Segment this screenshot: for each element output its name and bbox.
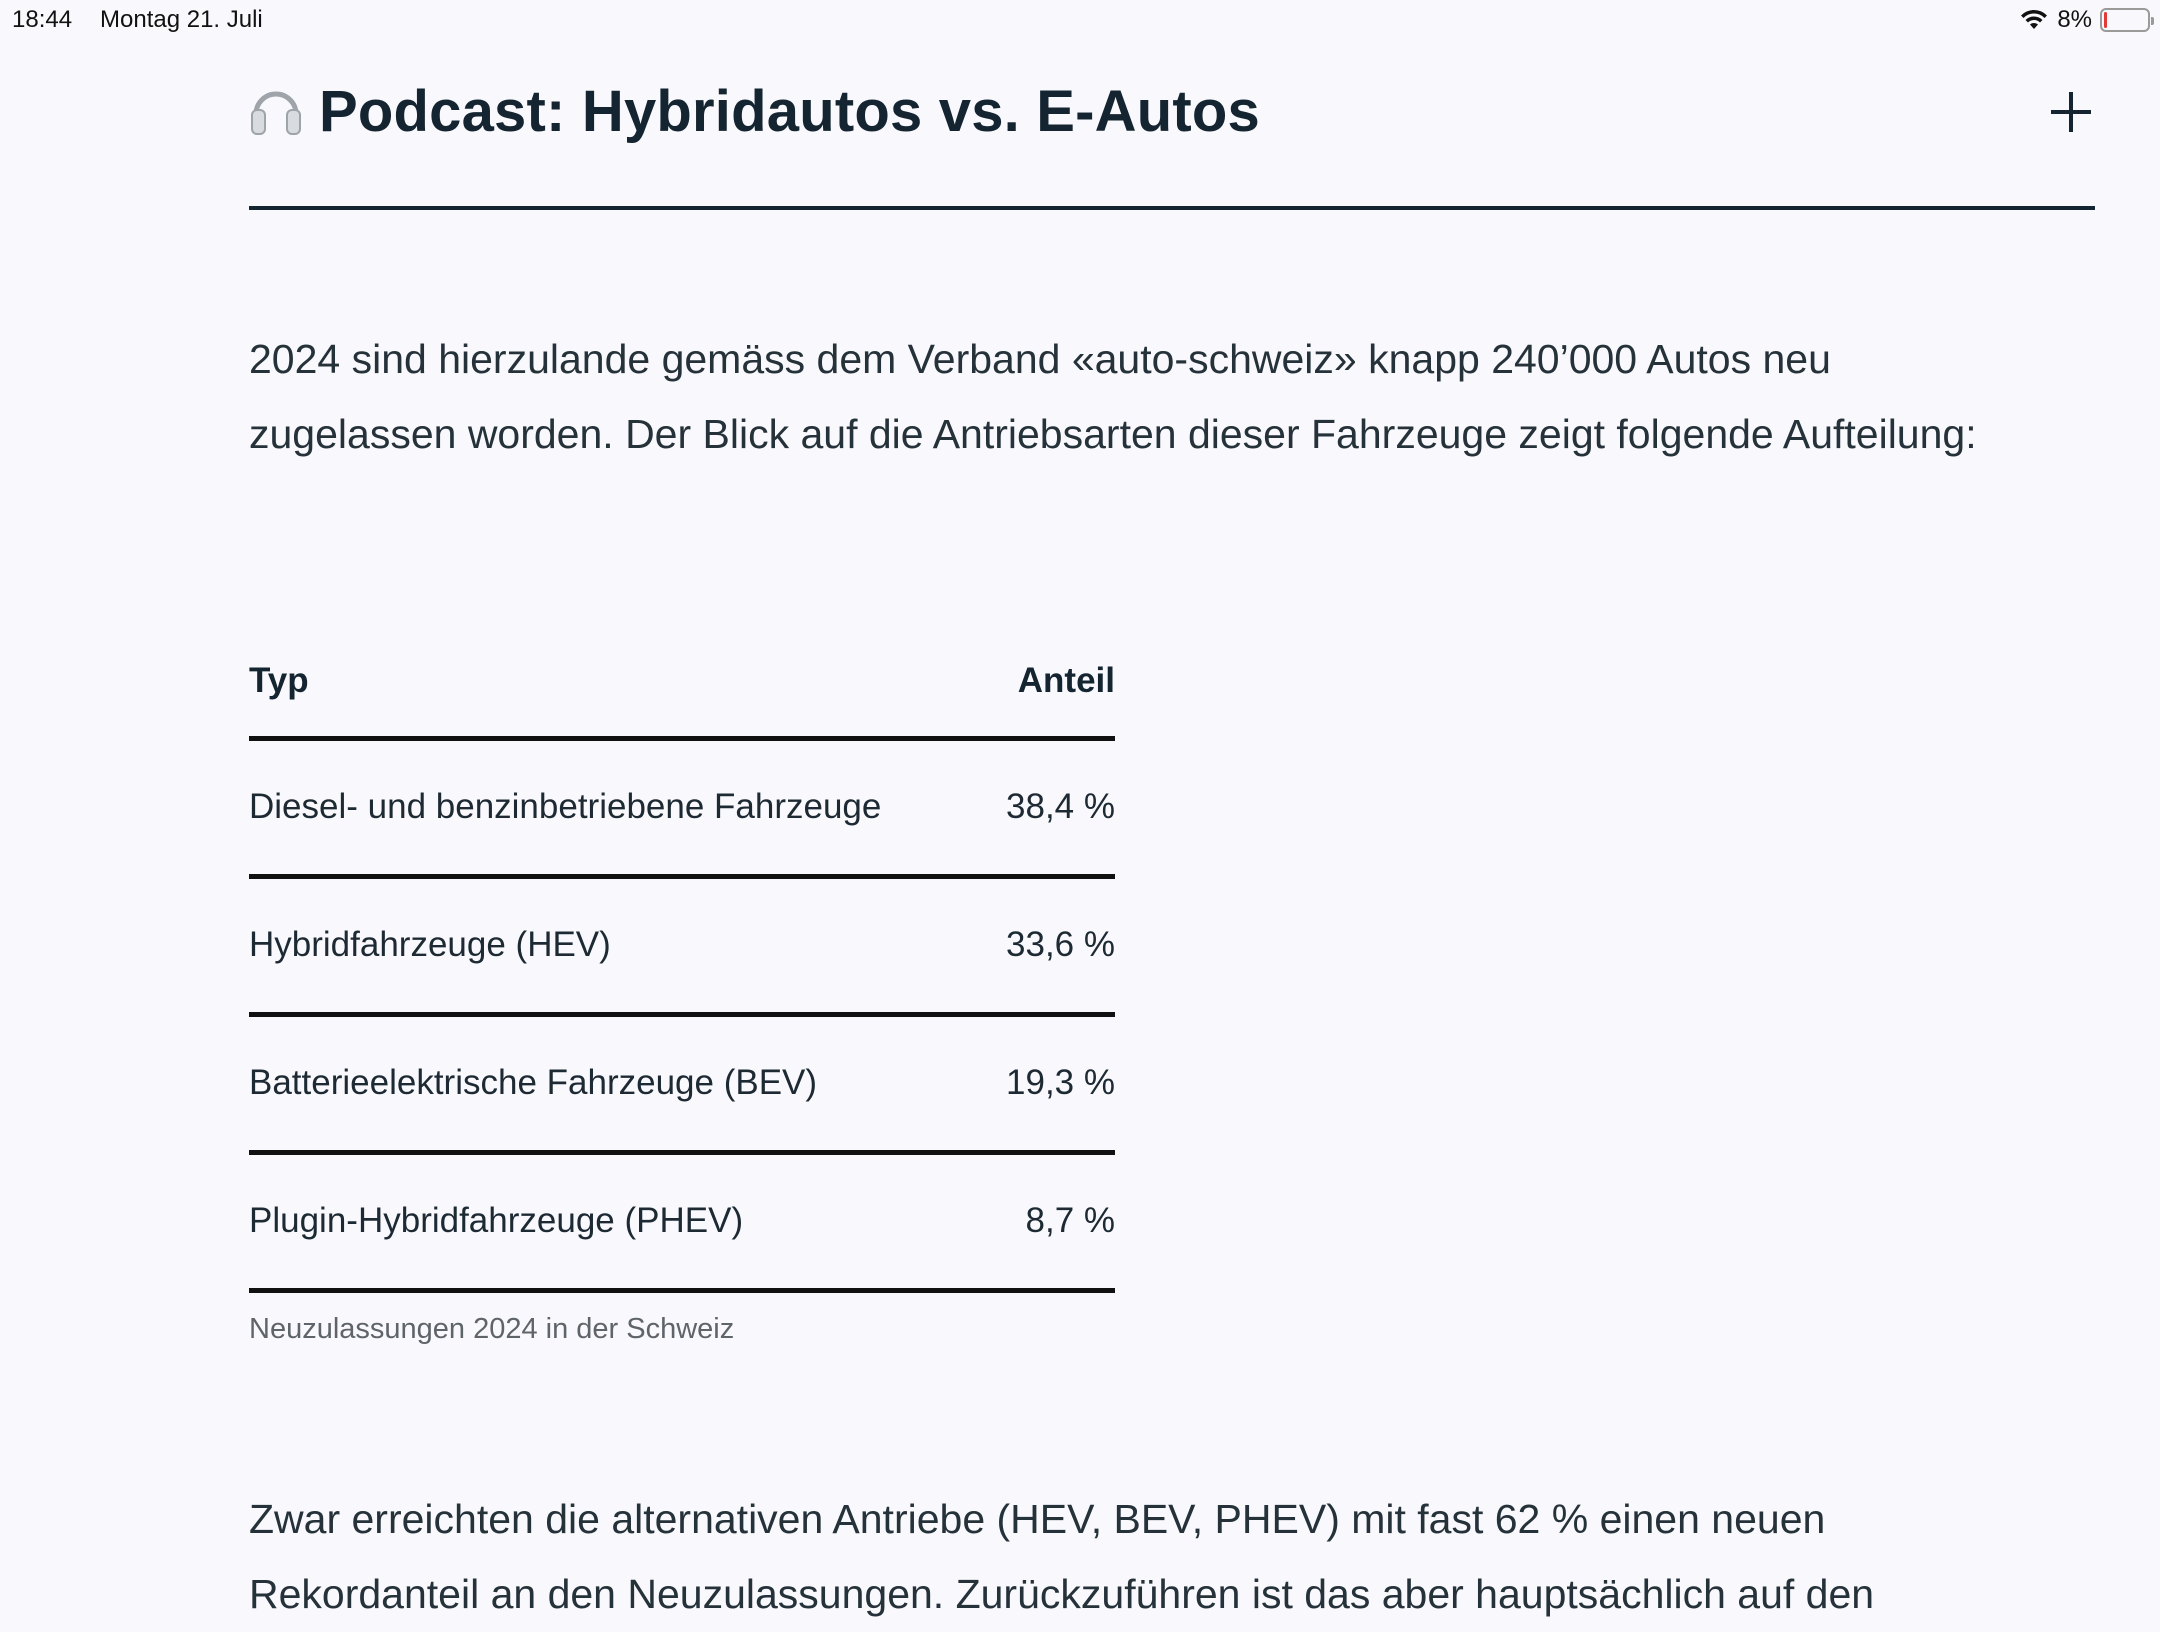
header-share: Anteil (988, 630, 1115, 738)
wifi-icon (2019, 9, 2049, 31)
table-row (249, 1152, 1115, 1290)
headphones-icon (249, 82, 303, 138)
battery-icon (2100, 8, 2150, 32)
intro-paragraph: 2024 sind hierzulande gemäss dem Verband «auto-schweiz» knapp 240’000 Autos neu zugelassen worden. Der Blick auf die Antriebsarten dieser Fahrzeuge zeigt folgende Aufteilung: (249, 336, 1977, 457)
row-type: Plugin-Hybridfahrzeuge (PHEV) (249, 1152, 988, 1290)
page-title: Podcast: Hybridautos vs. E-Autos (319, 79, 1260, 144)
status-right (2019, 6, 2150, 34)
table-row (249, 876, 1115, 1014)
status-time: 18:44 (12, 6, 73, 33)
registrations-table (249, 630, 1115, 1346)
row-share: 38,4 % (988, 738, 1115, 876)
battery-fill (2104, 12, 2107, 28)
table-row (249, 738, 1115, 876)
share-table (249, 630, 1115, 1293)
podcast-header (249, 70, 2095, 210)
row-share: 33,6 % (988, 876, 1115, 1014)
table-caption: Neuzulassungen 2024 in der Schweiz (249, 1312, 735, 1345)
row-share: 8,7 % (988, 1152, 1115, 1290)
row-share: 19,3 % (988, 1014, 1115, 1152)
table-header-row (249, 630, 1115, 738)
row-type: Batterieelektrische Fahrzeuge (BEV) (249, 1014, 988, 1152)
row-type: Hybridfahrzeuge (HEV) (249, 876, 988, 1014)
battery-percent: 8% (2057, 6, 2092, 33)
table-row (249, 1014, 1115, 1152)
row-type: Diesel- und benzinbetriebene Fahrzeuge (249, 738, 988, 876)
header-type: Typ (249, 630, 988, 738)
status-date: Montag 21. Juli (100, 6, 263, 33)
status-bar (0, 0, 2160, 40)
expand-button[interactable] (2047, 88, 2095, 136)
followup-paragraph: Zwar erreichten die alternativen Antriebe (HEV, BEV, PHEV) mit fast 62 % einen neuen Rekordanteil an den Neuzulassungen. Zurückzuführen ist das aber hauptsächlich auf den (249, 1496, 1875, 1617)
